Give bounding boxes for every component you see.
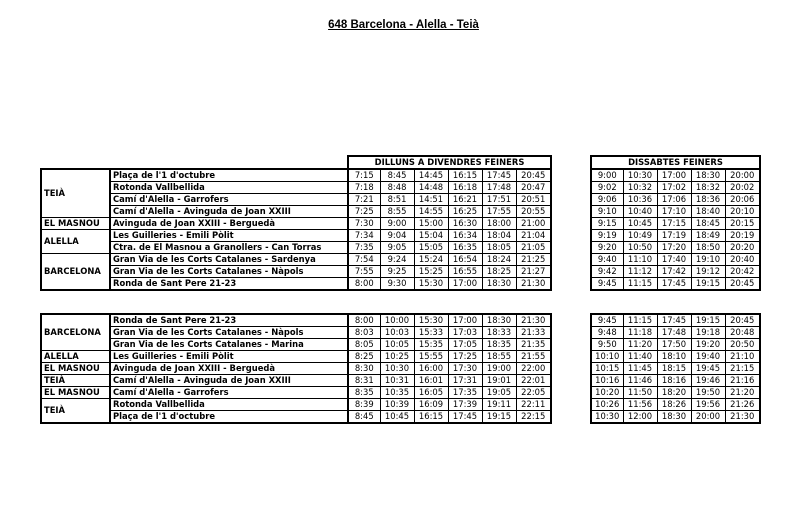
saturday-time: 17:42 [657, 266, 691, 278]
weekday-time: 9:30 [380, 278, 414, 291]
saturday-time: 21:16 [725, 375, 760, 387]
weekday-time: 16:09 [414, 399, 448, 411]
weekday-time: 8:35 [348, 387, 380, 399]
saturday-time: 19:56 [691, 399, 725, 411]
weekday-time: 7:34 [348, 230, 380, 242]
saturday-time: 12:00 [623, 411, 657, 424]
weekday-time: 16:15 [414, 411, 448, 424]
weekday-time: 20:55 [516, 206, 551, 218]
gap-cell [551, 194, 591, 206]
weekday-time: 16:35 [448, 242, 482, 254]
weekday-time: 8:05 [348, 339, 380, 351]
weekday-time: 21:04 [516, 230, 551, 242]
saturday-time: 9:42 [591, 266, 623, 278]
weekday-time: 10:05 [380, 339, 414, 351]
saturday-time: 18:49 [691, 230, 725, 242]
saturday-time: 17:40 [657, 254, 691, 266]
stop-name: Rotonda Vallbellida [110, 399, 348, 411]
weekday-time: 22:11 [516, 399, 551, 411]
weekday-time: 20:45 [516, 169, 551, 182]
saturday-time: 20:48 [725, 327, 760, 339]
gap-cell [551, 363, 591, 375]
weekday-time: 8:00 [348, 314, 380, 327]
weekday-time: 22:05 [516, 387, 551, 399]
page-title: 648 Barcelona - Alella - Teià [328, 19, 479, 31]
saturday-time: 21:30 [725, 411, 760, 424]
weekday-time: 10:00 [380, 314, 414, 327]
saturday-time: 9:06 [591, 194, 623, 206]
weekday-time: 21:25 [516, 254, 551, 266]
stop-name: Ronda de Sant Pere 21-23 [110, 278, 348, 291]
weekday-time: 17:00 [448, 278, 482, 291]
timetable-row [41, 339, 760, 351]
saturday-time: 19:50 [691, 387, 725, 399]
stop-name: Plaça de l'1 d'octubre [110, 169, 348, 182]
weekday-time: 9:24 [380, 254, 414, 266]
weekday-time: 16:54 [448, 254, 482, 266]
municipality-cell: ALELLA [41, 230, 110, 254]
weekday-time: 9:05 [380, 242, 414, 254]
weekday-time: 19:15 [482, 411, 516, 424]
saturday-time: 11:45 [623, 363, 657, 375]
weekday-header: DILLUNS A DIVENDRES FEINERS [348, 156, 551, 169]
stop-name: Camí d'Alella - Garrofers [110, 194, 348, 206]
stop-name: Camí d'Alella - Avinguda de Joan XXIII [110, 206, 348, 218]
saturday-time: 18:45 [691, 218, 725, 230]
stop-name: Gran Via de les Corts Catalanes - Nàpols [110, 266, 348, 278]
saturday-time: 11:18 [623, 327, 657, 339]
saturday-time: 9:45 [591, 278, 623, 291]
saturday-time: 18:15 [657, 363, 691, 375]
timetable-row [41, 266, 760, 278]
blank-cell [110, 156, 348, 169]
weekday-time: 16:30 [448, 218, 482, 230]
saturday-time: 9:02 [591, 182, 623, 194]
timetable-row [41, 327, 760, 339]
weekday-time: 17:55 [482, 206, 516, 218]
saturday-time: 11:10 [623, 254, 657, 266]
weekday-time: 8:39 [348, 399, 380, 411]
weekday-time: 18:35 [482, 339, 516, 351]
gap-cell [551, 182, 591, 194]
saturday-time: 18:32 [691, 182, 725, 194]
weekday-time: 10:35 [380, 387, 414, 399]
stop-name: Camí d'Alella - Garrofers [110, 387, 348, 399]
weekday-time: 22:15 [516, 411, 551, 424]
saturday-time: 9:40 [591, 254, 623, 266]
saturday-time: 20:02 [725, 182, 760, 194]
blank-cell [551, 156, 591, 169]
weekday-time: 16:05 [414, 387, 448, 399]
timetable-row [41, 206, 760, 218]
weekday-time: 17:05 [448, 339, 482, 351]
saturday-time: 18:40 [691, 206, 725, 218]
stop-name: Les Guilleries - Emili Pòlit [110, 230, 348, 242]
weekday-time: 20:47 [516, 182, 551, 194]
gap-cell [551, 399, 591, 411]
weekday-time: 17:30 [448, 363, 482, 375]
weekday-time: 19:05 [482, 387, 516, 399]
stop-name: Camí d'Alella - Avinguda de Joan XXIII [110, 375, 348, 387]
saturday-time: 20:45 [725, 278, 760, 291]
saturday-header: DISSABTES FEINERS [591, 156, 760, 169]
gap-cell [551, 375, 591, 387]
weekday-time: 10:25 [380, 351, 414, 363]
saturday-time: 10:32 [623, 182, 657, 194]
weekday-time: 10:30 [380, 363, 414, 375]
municipality-cell: EL MASNOU [41, 218, 110, 230]
saturday-time: 10:10 [591, 351, 623, 363]
gap-cell [551, 339, 591, 351]
timetable-row [41, 169, 760, 182]
gap-cell [551, 327, 591, 339]
saturday-time: 10:50 [623, 242, 657, 254]
saturday-time: 19:15 [691, 278, 725, 291]
timetable-row [41, 314, 760, 327]
timetable-row [41, 254, 760, 266]
saturday-time: 20:00 [725, 169, 760, 182]
weekday-time: 18:33 [482, 327, 516, 339]
weekday-time: 17:45 [448, 411, 482, 424]
weekday-time: 16:18 [448, 182, 482, 194]
municipality-cell: TEIÀ [41, 375, 110, 387]
gap-cell [551, 351, 591, 363]
weekday-time: 18:30 [482, 314, 516, 327]
weekday-time: 8:00 [348, 278, 380, 291]
timetable-row [41, 375, 760, 387]
weekday-time: 18:55 [482, 351, 516, 363]
saturday-time: 20:45 [725, 314, 760, 327]
weekday-time: 15:05 [414, 242, 448, 254]
weekday-time: 17:39 [448, 399, 482, 411]
weekday-time: 21:27 [516, 266, 551, 278]
weekday-time: 15:33 [414, 327, 448, 339]
weekday-time: 7:21 [348, 194, 380, 206]
saturday-time: 9:15 [591, 218, 623, 230]
weekday-time: 15:35 [414, 339, 448, 351]
saturday-time: 20:50 [725, 339, 760, 351]
stop-name: Ronda de Sant Pere 21-23 [110, 314, 348, 327]
saturday-time: 17:15 [657, 218, 691, 230]
weekday-time: 18:24 [482, 254, 516, 266]
weekday-time: 7:54 [348, 254, 380, 266]
weekday-time: 7:15 [348, 169, 380, 182]
timetable-row [41, 218, 760, 230]
saturday-time: 20:40 [725, 254, 760, 266]
gap-cell [551, 411, 591, 424]
saturday-time: 10:20 [591, 387, 623, 399]
weekday-time: 8:48 [380, 182, 414, 194]
timetable-row [41, 351, 760, 363]
saturday-time: 11:20 [623, 339, 657, 351]
weekday-time: 21:33 [516, 327, 551, 339]
municipality-cell: BARCELONA [41, 314, 110, 351]
saturday-time: 9:50 [591, 339, 623, 351]
saturday-time: 21:10 [725, 351, 760, 363]
weekday-time: 8:45 [380, 169, 414, 182]
saturday-time: 10:30 [623, 169, 657, 182]
saturday-time: 10:40 [623, 206, 657, 218]
saturday-time: 11:15 [623, 314, 657, 327]
weekday-time: 7:55 [348, 266, 380, 278]
saturday-time: 9:19 [591, 230, 623, 242]
gap-cell [551, 278, 591, 291]
weekday-time: 7:18 [348, 182, 380, 194]
weekday-time: 9:25 [380, 266, 414, 278]
weekday-time: 9:00 [380, 218, 414, 230]
weekday-time: 17:31 [448, 375, 482, 387]
saturday-time: 10:26 [591, 399, 623, 411]
saturday-time: 10:49 [623, 230, 657, 242]
gap-cell [551, 230, 591, 242]
weekday-time: 14:48 [414, 182, 448, 194]
weekday-time: 8:55 [380, 206, 414, 218]
timetable-row [41, 363, 760, 375]
weekday-time: 18:25 [482, 266, 516, 278]
weekday-time: 22:00 [516, 363, 551, 375]
weekday-time: 15:30 [414, 278, 448, 291]
weekday-time: 15:00 [414, 218, 448, 230]
timetable-row [41, 230, 760, 242]
weekday-time: 16:15 [448, 169, 482, 182]
saturday-time: 19:45 [691, 363, 725, 375]
saturday-time: 18:50 [691, 242, 725, 254]
weekday-time: 14:55 [414, 206, 448, 218]
weekday-time: 9:04 [380, 230, 414, 242]
weekday-time: 15:30 [414, 314, 448, 327]
stop-name: Gran Via de les Corts Catalanes - Nàpols [110, 327, 348, 339]
weekday-time: 18:04 [482, 230, 516, 242]
weekday-time: 10:39 [380, 399, 414, 411]
weekday-time: 21:35 [516, 339, 551, 351]
saturday-time: 20:15 [725, 218, 760, 230]
weekday-time: 16:01 [414, 375, 448, 387]
saturday-time: 9:00 [591, 169, 623, 182]
saturday-time: 9:10 [591, 206, 623, 218]
saturday-time: 17:48 [657, 327, 691, 339]
saturday-time: 18:30 [691, 169, 725, 182]
saturday-time: 10:30 [591, 411, 623, 424]
timetable-row [41, 411, 760, 424]
saturday-time: 17:45 [657, 278, 691, 291]
saturday-time: 19:46 [691, 375, 725, 387]
saturday-time: 21:26 [725, 399, 760, 411]
weekday-time: 14:45 [414, 169, 448, 182]
weekday-time: 16:25 [448, 206, 482, 218]
saturday-time: 10:15 [591, 363, 623, 375]
weekday-time: 21:00 [516, 218, 551, 230]
timetable-row [41, 387, 760, 399]
saturday-time: 17:45 [657, 314, 691, 327]
weekday-time: 7:30 [348, 218, 380, 230]
weekday-time: 18:05 [482, 242, 516, 254]
saturday-time: 20:42 [725, 266, 760, 278]
saturday-time: 20:10 [725, 206, 760, 218]
stop-name: Avinguda de Joan XXIII - Berguedà [110, 363, 348, 375]
weekday-time: 18:00 [482, 218, 516, 230]
weekday-time: 17:25 [448, 351, 482, 363]
municipality-cell: EL MASNOU [41, 363, 110, 375]
gap-cell [551, 169, 591, 182]
saturday-time: 17:50 [657, 339, 691, 351]
stop-name: Gran Via de les Corts Catalanes - Sardenya [110, 254, 348, 266]
weekday-time: 17:35 [448, 387, 482, 399]
saturday-time: 9:48 [591, 327, 623, 339]
saturday-time: 20:20 [725, 242, 760, 254]
stop-name: Plaça de l'1 d'octubre [110, 411, 348, 424]
weekday-time: 18:30 [482, 278, 516, 291]
weekday-time: 17:48 [482, 182, 516, 194]
weekday-time: 21:05 [516, 242, 551, 254]
weekday-time: 7:25 [348, 206, 380, 218]
saturday-time: 9:20 [591, 242, 623, 254]
municipality-cell: BARCELONA [41, 254, 110, 291]
municipality-cell: ALELLA [41, 351, 110, 363]
stop-name: Gran Via de les Corts Catalanes - Marina [110, 339, 348, 351]
saturday-time: 10:45 [623, 218, 657, 230]
weekday-time: 8:25 [348, 351, 380, 363]
saturday-time: 11:12 [623, 266, 657, 278]
blank-cell [41, 156, 110, 169]
saturday-time: 20:06 [725, 194, 760, 206]
stop-name: Rotonda Vallbellida [110, 182, 348, 194]
saturday-time: 20:19 [725, 230, 760, 242]
timetable-row [41, 278, 760, 291]
weekday-time: 10:03 [380, 327, 414, 339]
saturday-time: 19:20 [691, 339, 725, 351]
saturday-time: 19:12 [691, 266, 725, 278]
weekday-time: 17:00 [448, 314, 482, 327]
weekday-time: 8:31 [348, 375, 380, 387]
saturday-time: 10:36 [623, 194, 657, 206]
timetable-row [41, 182, 760, 194]
saturday-time: 17:20 [657, 242, 691, 254]
saturday-time: 19:10 [691, 254, 725, 266]
saturday-time: 18:36 [691, 194, 725, 206]
saturday-time: 17:10 [657, 206, 691, 218]
saturday-time: 19:15 [691, 314, 725, 327]
weekday-time: 21:55 [516, 351, 551, 363]
saturday-time: 10:16 [591, 375, 623, 387]
saturday-time: 11:40 [623, 351, 657, 363]
saturday-time: 21:15 [725, 363, 760, 375]
stop-name: Avinguda de Joan XXIII - Berguedà [110, 218, 348, 230]
gap-cell [551, 254, 591, 266]
weekday-time: 16:21 [448, 194, 482, 206]
gap-cell [551, 314, 591, 327]
weekday-time: 19:00 [482, 363, 516, 375]
weekday-time: 8:03 [348, 327, 380, 339]
saturday-time: 20:00 [691, 411, 725, 424]
weekday-time: 21:30 [516, 278, 551, 291]
weekday-time: 15:24 [414, 254, 448, 266]
saturday-time: 17:06 [657, 194, 691, 206]
weekday-time: 20:51 [516, 194, 551, 206]
weekday-time: 22:01 [516, 375, 551, 387]
saturday-time: 17:19 [657, 230, 691, 242]
timetable-row [41, 242, 760, 254]
weekday-time: 8:30 [348, 363, 380, 375]
weekday-time: 16:00 [414, 363, 448, 375]
municipality-cell: TEIÀ [41, 169, 110, 218]
inbound-timetable [40, 313, 761, 424]
saturday-time: 18:16 [657, 375, 691, 387]
weekday-time: 7:35 [348, 242, 380, 254]
municipality-cell: TEIÀ [41, 399, 110, 424]
gap-cell [551, 266, 591, 278]
stop-name: Les Guilleries - Emili Pòlit [110, 351, 348, 363]
saturday-time: 18:20 [657, 387, 691, 399]
saturday-time: 9:45 [591, 314, 623, 327]
gap-cell [551, 206, 591, 218]
saturday-time: 19:18 [691, 327, 725, 339]
stop-name: Ctra. de El Masnou a Granollers - Can Torras [110, 242, 348, 254]
weekday-time: 16:34 [448, 230, 482, 242]
weekday-time: 8:45 [348, 411, 380, 424]
weekday-time: 10:45 [380, 411, 414, 424]
weekday-time: 17:51 [482, 194, 516, 206]
saturday-time: 19:40 [691, 351, 725, 363]
outbound-timetable [40, 155, 761, 291]
saturday-time: 17:00 [657, 169, 691, 182]
weekday-time: 10:31 [380, 375, 414, 387]
saturday-time: 11:56 [623, 399, 657, 411]
header-row [41, 156, 760, 169]
timetable-row [41, 399, 760, 411]
weekday-time: 15:04 [414, 230, 448, 242]
municipality-cell: EL MASNOU [41, 387, 110, 399]
weekday-time: 15:55 [414, 351, 448, 363]
weekday-time: 14:51 [414, 194, 448, 206]
saturday-time: 18:10 [657, 351, 691, 363]
saturday-time: 18:30 [657, 411, 691, 424]
timetable-row [41, 194, 760, 206]
weekday-time: 17:45 [482, 169, 516, 182]
weekday-time: 15:25 [414, 266, 448, 278]
weekday-time: 19:11 [482, 399, 516, 411]
weekday-time: 16:55 [448, 266, 482, 278]
gap-cell [551, 218, 591, 230]
saturday-time: 11:46 [623, 375, 657, 387]
weekday-time: 17:03 [448, 327, 482, 339]
gap-cell [551, 387, 591, 399]
saturday-time: 11:50 [623, 387, 657, 399]
saturday-time: 17:02 [657, 182, 691, 194]
saturday-time: 18:26 [657, 399, 691, 411]
weekday-time: 21:30 [516, 314, 551, 327]
saturday-time: 11:15 [623, 278, 657, 291]
gap-cell [551, 242, 591, 254]
weekday-time: 8:51 [380, 194, 414, 206]
saturday-time: 21:20 [725, 387, 760, 399]
weekday-time: 19:01 [482, 375, 516, 387]
